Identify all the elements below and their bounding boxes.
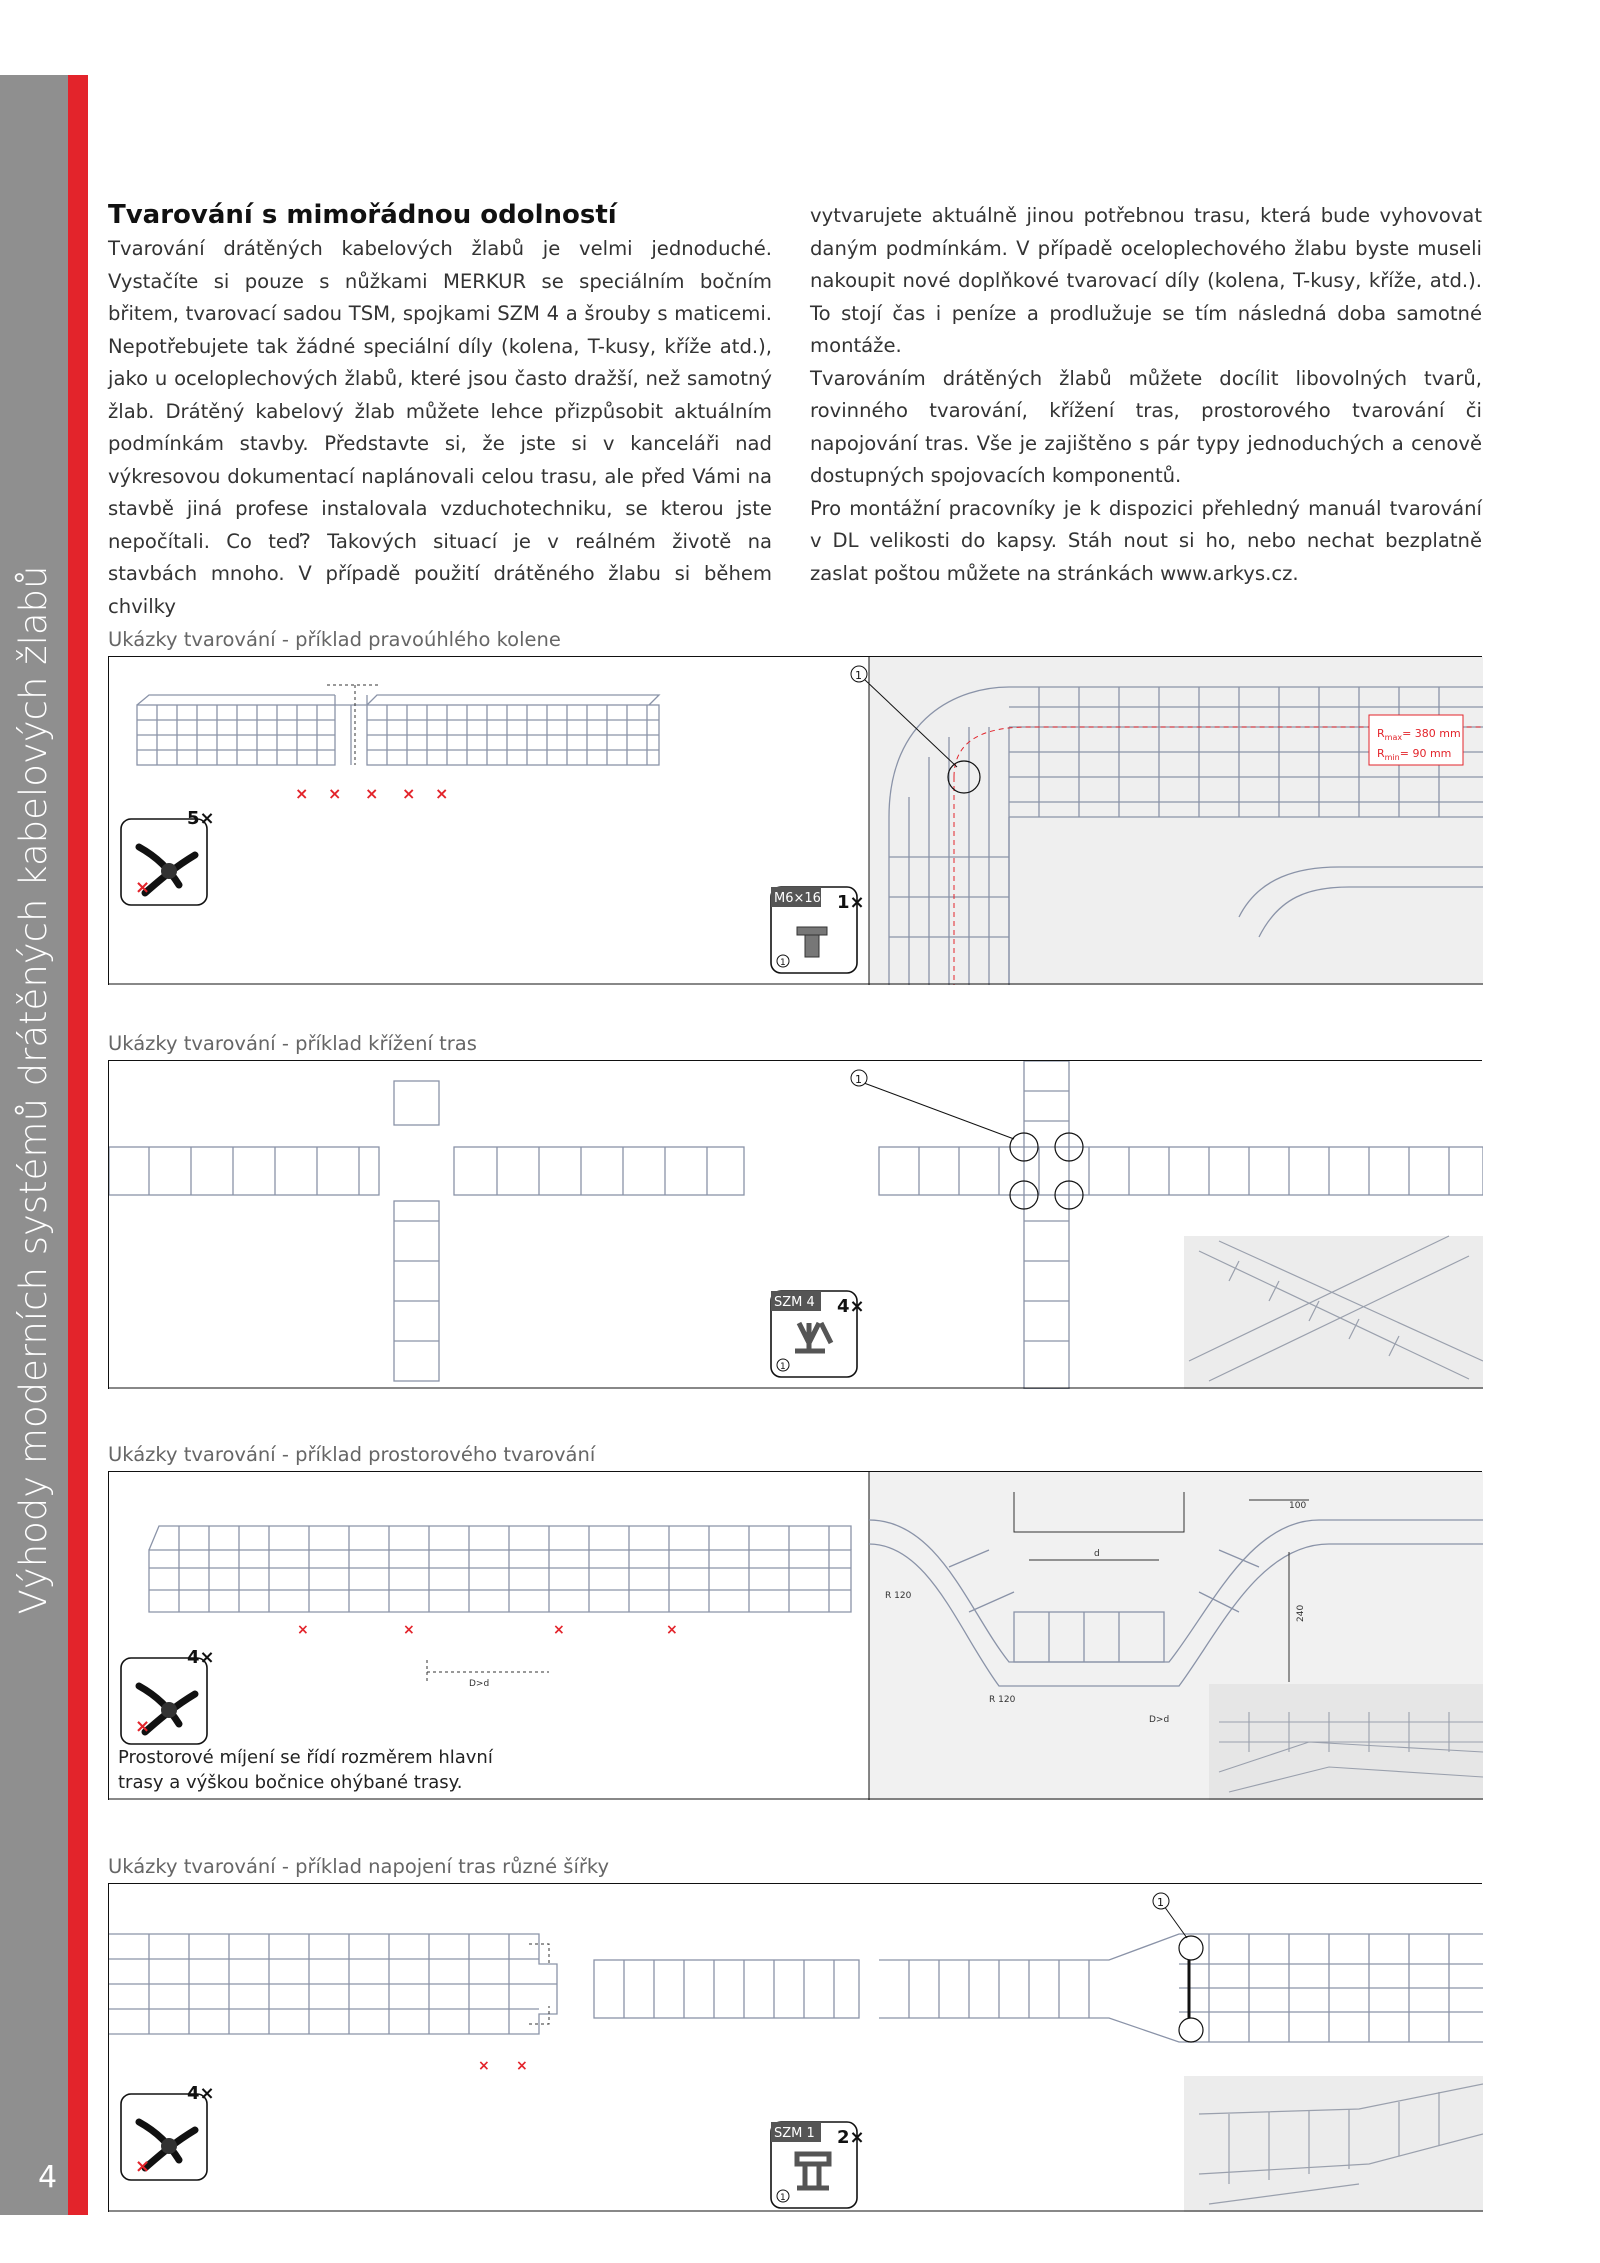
paragraph: vytvarujete aktuálně jinou potřebnou trasu, která bude vyhovovat daným podmínkám. V případě oceloplechového žlabu byste museli nakoupit nové doplňkové tvarovací díly (kolena, T-kusy, kříže, atd.). To stojí čas i peníze a prodlužuje se tím následná doba samotné montáže. <box>810 204 1482 357</box>
svg-text:×: × <box>403 1622 415 1638</box>
dimension-label: 240 <box>1296 1604 1306 1622</box>
crossing-plan-drawing <box>109 1081 744 1381</box>
example-label-spatial: Ukázky tvarování - příklad prostorového tvarování <box>108 1443 596 1466</box>
text-column-left <box>108 233 772 623</box>
joint-detail-drawing <box>879 1934 1483 2042</box>
paragraph: Tvarováním drátěných žlabů můžete docílit libovolných tvarů, rovinného tvarování, křížení tras, prostorového tvarování či napojování tras. Vše je zajištěno s pár typy jednoduchých a cenově dostupných spojovacích komponentů. <box>810 366 1482 487</box>
part-label: M6×16 <box>774 891 821 906</box>
radius-label: R 120 <box>989 1695 1016 1705</box>
svg-text:1: 1 <box>780 958 786 968</box>
sidebar-accent-stripe <box>68 75 88 2215</box>
svg-text:1: 1 <box>780 2193 786 2203</box>
svg-text:×: × <box>135 877 151 898</box>
spatial-note: Prostorové míjení se řídí rozměrem hlavní trasy a výškou bočnice ohýbané trasy. <box>118 1747 493 1793</box>
cutter-tool-icon <box>121 2094 207 2180</box>
section-heading: Tvarování s mimořádnou odolností <box>108 200 617 230</box>
cut-marks <box>478 2058 528 2074</box>
radius-label: R 120 <box>885 1591 912 1601</box>
example-label-elbow: Ukázky tvarování - příklad pravoúhlého kolene <box>108 628 561 651</box>
svg-text:×: × <box>402 784 416 803</box>
svg-text:×: × <box>516 2058 528 2074</box>
joint-tray-drawing <box>109 1934 859 2034</box>
dimension-label: 100 <box>1289 1501 1307 1511</box>
svg-text:×: × <box>435 784 449 803</box>
svg-text:×: × <box>135 2156 151 2177</box>
example-panel-joint <box>108 1884 1483 2212</box>
cutter-tool-icon <box>121 819 207 905</box>
paragraph: Pro montážní pracovníky je k dispozici přehledný manuál tvarování v DL velikosti do kapsy. Stáh nout si ho, nebo nechat bezplatně zaslat poštou můžete na stránkách www.arkys.cz. <box>810 496 1482 585</box>
connector-highlights <box>1010 1133 1083 1209</box>
dimension-label: d <box>1094 1549 1100 1559</box>
part-count: 2× <box>837 2127 865 2148</box>
svg-text:×: × <box>553 1622 565 1638</box>
part-count: 1× <box>837 892 865 913</box>
callout-number: 1 <box>855 1073 862 1086</box>
example-label-crossing: Ukázky tvarování - příklad křížení tras <box>108 1032 477 1055</box>
svg-text:×: × <box>297 1622 309 1638</box>
wire-tray-straight-drawing <box>137 695 659 765</box>
tool-count: 4× <box>187 1647 215 1668</box>
elbow-photo-area <box>869 657 1483 985</box>
svg-text:×: × <box>135 1716 151 1737</box>
tool-count: 5× <box>187 808 215 829</box>
page-number: 4 <box>38 2160 58 2195</box>
svg-text:×: × <box>478 2058 490 2074</box>
svg-text:×: × <box>365 784 379 803</box>
cut-marks <box>295 784 448 803</box>
svg-text:1: 1 <box>780 1362 786 1372</box>
text-column-right <box>810 200 1482 590</box>
part-count: 4× <box>837 1296 865 1317</box>
cutter-tool-icon <box>121 1658 207 1744</box>
callout-number: 1 <box>855 669 862 682</box>
svg-text:×: × <box>666 1622 678 1638</box>
crossing-photo-area <box>1184 1236 1483 1389</box>
example-panel-crossing <box>108 1061 1483 1389</box>
example-panel-elbow <box>108 657 1483 985</box>
svg-text:×: × <box>328 784 342 803</box>
spatial-tray-drawing <box>149 1526 851 1612</box>
svg-text:×: × <box>295 784 309 803</box>
dimension-label: D>d <box>1149 1715 1170 1725</box>
radius-min-label: $R_{min}= 90$ mm <box>1377 747 1452 762</box>
callout-number: 1 <box>1157 1896 1164 1909</box>
dimension-label: D>d <box>469 1679 490 1689</box>
cut-marks <box>297 1622 678 1638</box>
sidebar-title: Výhody moderních systémů drátěných kabelových žlabů <box>12 565 55 1615</box>
radius-max-label: $R_{max}= 380$ mm <box>1377 727 1461 742</box>
part-label: SZM 4 <box>774 1295 815 1310</box>
paragraph: Tvarování drátěných kabelových žlabů je velmi jednoduché. Vystačíte si pouze s nůžkami MERKUR se speciálním bočním břitem, tvarovací sadou TSM, spojkami SZM 4 a šrouby s maticemi. Nepotřebujete tak žádné speciální díly (kolena, T-kusy, kříže atd.), jako u oceloplechových žlabů, které jsou často dražší, než samotný žlab. Drátěný kabelový žlab můžete lehce přizpůsobit aktuálním podmínkám stavby. Představte si, že jste si v kanceláři nad výkresovou dokumentací naplánovali celou trasu, ale před Vámi na stavbě jiná profese instalovala vzduchotechniku, se kterou jste nepočítali. Co teď? Takových situací je v reálném životě na stavbách mnoho. V případě použití drátěného žlabu si během chvilky <box>108 237 772 618</box>
example-label-joint: Ukázky tvarování - příklad napojení tras různé šířky <box>108 1855 610 1878</box>
part-label: SZM 1 <box>774 2126 815 2141</box>
tool-count: 4× <box>187 2083 215 2104</box>
